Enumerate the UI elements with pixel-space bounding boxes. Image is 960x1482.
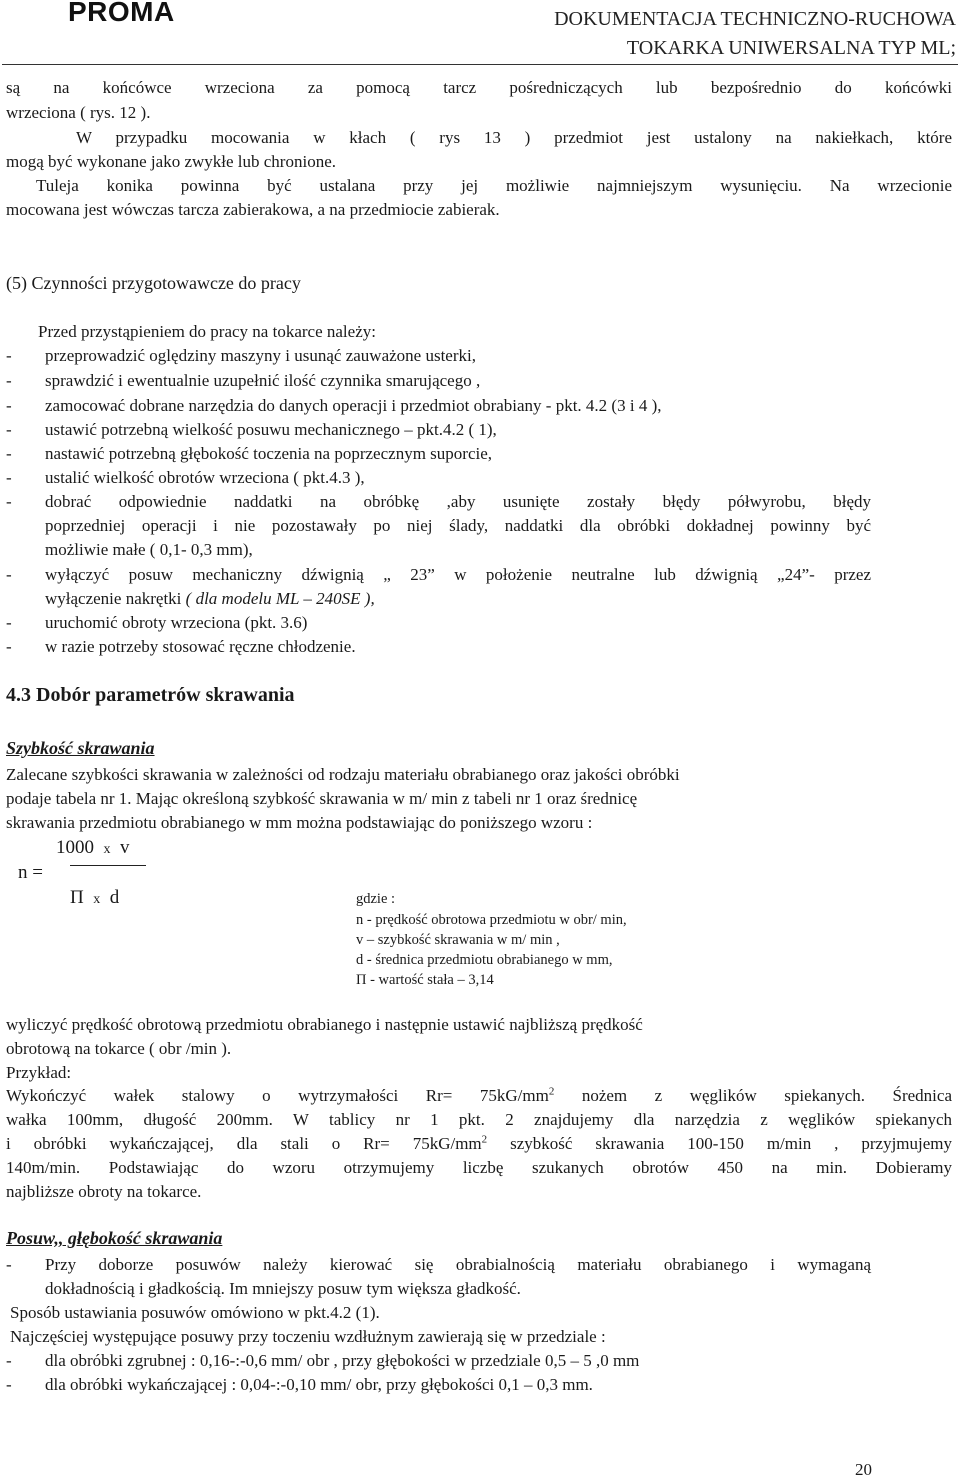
brand-logo: PROMA: [68, 0, 175, 27]
paragraph-line: wałka 100mm, długość 200mm. W tablicy nr 1 pkt. 2 znajdujemy dla narzędzia z węglików spiekanych: [6, 1110, 952, 1129]
list-item: - dobrać odpowiednie naddatki na obróbkę ,aby usunięte zostały błędy półwyrobu, błędy poprzedniej operacji i nie pozostawały po niej ślady, naddatki dla obróbki dokładnej powinny być możliwie małe ( 0,1- 0,3 mm),: [6, 492, 871, 559]
list-item: - dla obróbki wykańczającej : 0,04-:-0,10 mm/ obr, przy głębokości 0,1 – 0,3 mm.: [6, 1375, 593, 1394]
intro-line: mogą być wykonane jako zwykłe lub chronione.: [6, 152, 336, 171]
intro-line: są na końcówce wrzeciona za pomocą tarcz pośredniczących lub bezpośrednio do końcówki: [6, 78, 952, 97]
formula-numerator: 1000 x v: [56, 837, 130, 858]
paragraph-line: 140m/min. Podstawiając do wzoru otrzymujemy liczbę szukanych obrotów 450 na min. Dobieramy: [6, 1158, 952, 1177]
list-item: - nastawić potrzebną głębokość toczenia na poprzecznym suporcie,: [6, 444, 493, 463]
intro-line: W przypadku mocowania w kłach ( rys 13 ) przedmiot jest ustalony na nakiełkach, które: [76, 128, 952, 147]
intro-line: Tuleja konika powinna być ustalana przy jej możliwie najmniejszym wysunięciu. Na wrzecionie: [36, 176, 952, 195]
section-heading: (5) Czynności przygotowawcze do pracy: [6, 273, 301, 293]
paragraph-line: i obróbki wykańczającej, dla stali o $Rr= 75kG/mm^2$ szybkość skrawania 100-150 m/min , przyjmujemy: [6, 1133, 953, 1153]
legend-item: n - prędkość obrotowa przedmiotu w obr/ min,: [356, 912, 627, 928]
paragraph-line: obrotową na tokarce ( obr /min ).: [6, 1039, 232, 1058]
legend-title: gdzie :: [356, 891, 396, 907]
formula-denominator: Π x d: [70, 887, 120, 908]
list-item: - ustalić wielkość obrotów wrzeciona ( pkt.4.3 ),: [6, 468, 365, 487]
list-item: - dla obróbki zgrubnej : 0,16-:-0,6 mm/ obr , przy głębokości w przedziale 0,5 – 5 ,0 mm: [6, 1351, 640, 1370]
subheading: Posuw,, głębokość skrawania: [6, 1228, 223, 1248]
list-item: - w razie potrzeby stosować ręczne chłodzenie.: [6, 637, 356, 656]
paragraph-line: wyliczyć prędkość obrotową przedmiotu obrabianego i następnie ustawić najbliższą prędkość: [6, 1015, 643, 1034]
subheading: Szybkość skrawania: [6, 738, 155, 758]
list-item: - wyłączyć posuw mechaniczny dźwignią „ 23” w położenie neutralne lub dźwignią „24”- przez wyłączenie nakrętki ( dla modelu ML – 240SE ),: [6, 565, 871, 608]
paragraph-line: Zalecane szybkości skrawania w zależności od rodzaju materiału obrabianego oraz jakości obróbki: [6, 765, 680, 784]
formula-lhs: n =: [18, 862, 43, 883]
header-rule: [2, 64, 958, 65]
list-item: - sprawdzić i ewentualnie uzupełnić ilość czynnika smarującego ,: [6, 371, 481, 390]
legend-item: v – szybkość skrawania w m/ min ,: [356, 932, 560, 948]
intro-line: wrzeciona ( rys. 12 ).: [6, 103, 151, 122]
list-item: - uruchomić obroty wrzeciona (pkt. 3.6): [6, 613, 308, 632]
section-lead: Przed przystąpieniem do pracy na tokarce należy:: [38, 322, 376, 341]
paragraph-line: skrawania przedmiotu obrabianego w mm można podstawiając do poniższego wzoru :: [6, 813, 593, 832]
paragraph-line: podaje tabela nr 1. Mając określoną szybkość skrawania w m/ min z tabeli nr 1 oraz średnicę: [6, 789, 638, 808]
machine-type: TOKARKA UNIWERSALNA TYP ML;: [626, 37, 956, 59]
list-item: - Przy doborze posuwów należy kierować się obrabialnością materiału obrabianego i wymaganą dokładnością i gładkością. Im mniejszy posuw tym większa gładkość.: [6, 1255, 871, 1298]
doc-title: DOKUMENTACJA TECHNICZNO-RUCHOWA: [554, 8, 956, 30]
paragraph-line: Najczęściej występujące posuwy przy toczeniu wzdłużnym zawierają się w przedziale :: [10, 1327, 606, 1346]
legend-item: Π - wartość stała – 3,14: [356, 972, 494, 988]
list-item: - przeprowadzić oględziny maszyny i usunąć zauważone usterki,: [6, 346, 476, 365]
section-heading: 4.3 Dobór parametrów skrawania: [6, 684, 295, 706]
list-item: - zamocować dobrane narzędzia do danych operacji i przedmiot obrabiany - pkt. 4.2 (3 i 4 ),: [6, 396, 662, 415]
page-number: 20: [855, 1460, 872, 1479]
paragraph-line: Wykończyć wałek stalowy o wytrzymałości $Rr= 75kG/mm^2$ nożem z węglików spiekanych. Średnica: [6, 1085, 952, 1105]
intro-line: mocowana jest wówczas tarcza zabierakowa, a na przedmiocie zabierak.: [6, 200, 500, 219]
example-label: Przykład:: [6, 1063, 72, 1082]
list-item: - ustawić potrzebną wielkość posuwu mechanicznego – pkt.4.2 ( 1),: [6, 420, 497, 439]
paragraph-line: najbliższe obroty na tokarce.: [6, 1182, 202, 1201]
paragraph-line: Sposób ustawiania posuwów omówiono w pkt.4.2 (1).: [10, 1303, 380, 1322]
legend-item: d - średnica przedmiotu obrabianego w mm,: [356, 952, 613, 968]
fraction-bar: [70, 865, 146, 866]
